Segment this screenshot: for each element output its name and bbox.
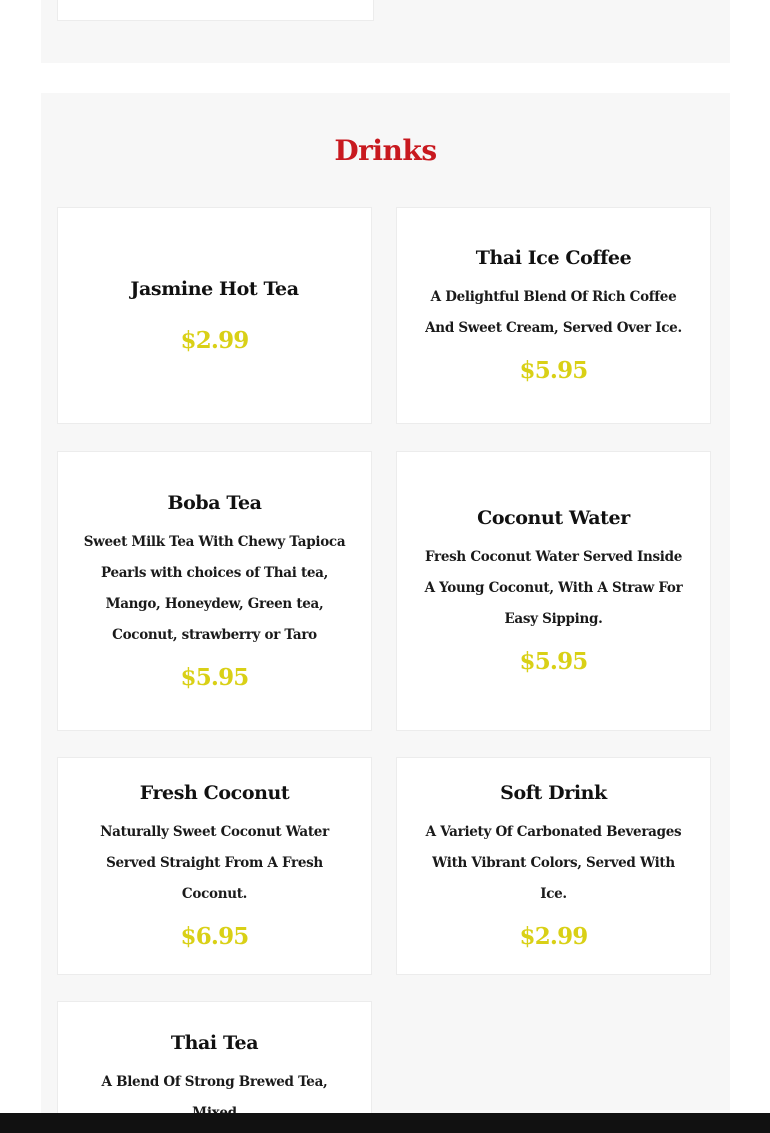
menu-item-description: A Variety Of Carbonated Beverages With Vibrant Colors, Served With Ice. (425, 824, 682, 902)
menu-item-price: $2.99 (180, 326, 249, 354)
menu-item-price: $6.95 (180, 923, 249, 950)
menu-item-name: Coconut Water (477, 507, 630, 529)
menu-item-name: Jasmine Hot Tea (130, 277, 299, 300)
menu-item-description: Fresh Coconut Water Served Inside A Young Coconut, With A Straw For Easy Sipping. (424, 549, 683, 627)
menu-item-name: Fresh Coconut (139, 782, 290, 804)
menu-item-name: Thai Tea (170, 1032, 259, 1054)
menu-item-description: Naturally Sweet Coconut Water Served Straight From A Fresh Coconut. (100, 824, 329, 902)
previous-menu-section (41, 0, 730, 63)
menu-item-card (396, 451, 711, 731)
menu-item-card (396, 207, 711, 424)
menu-item-name: Soft Drink (500, 782, 607, 804)
section-title: Drinks (334, 134, 437, 167)
menu-item-description: A Delightful Blend Of Rich Coffee And Sweet Cream, Served Over Ice. (425, 289, 682, 336)
menu-item-card (396, 757, 711, 975)
previous-menu-card (57, 0, 374, 21)
menu-item-description: A Blend Of Strong Brewed Tea, (101, 1074, 328, 1090)
menu-item-name: Thai Ice Coffee (475, 247, 632, 269)
menu-item-price: $2.99 (519, 923, 588, 950)
menu-item-name: Boba Tea (167, 491, 262, 514)
menu-item-price: $5.95 (519, 357, 588, 384)
bottom-bar (0, 1113, 770, 1133)
drinks-section (41, 93, 730, 1133)
menu-item-price: $5.95 (180, 663, 249, 691)
menu-item-card (57, 451, 372, 731)
menu-item-price: $5.95 (519, 648, 588, 675)
menu-item-card (57, 207, 372, 424)
menu-item-card (57, 757, 372, 975)
menu-item-description: Sweet Milk Tea With Chewy Tapioca Pearls with choices of Thai tea, Mango, Honeydew, Green tea, Coconut, strawberry or Taro (83, 533, 346, 643)
